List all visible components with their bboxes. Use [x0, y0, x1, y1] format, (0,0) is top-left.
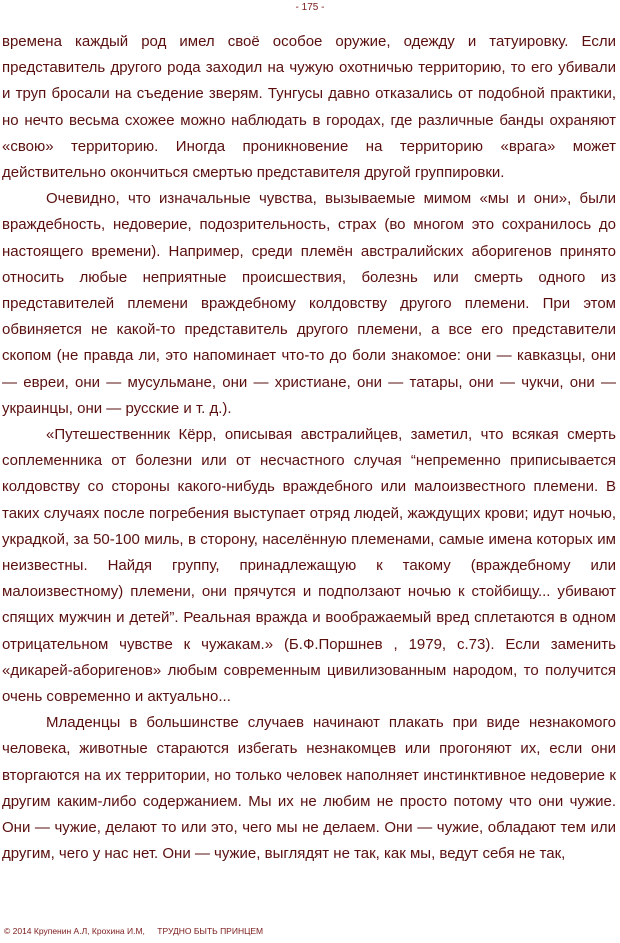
page-number: - 175 -: [295, 2, 325, 13]
paragraph: времена каждый род имел своё особое оружие, одежду и татуировку. Если представитель другого рода заходил на чужую охотничью территорию, то его убивали и труп бросали на съедение зверям. Тунгусы давно отказались от подобной практики, но нечто весьма схожее можно наблюдать в городах, где различные банды охраняют «свою» территорию. Иногда проникновение на территорию «врага» может действительно окончиться смертью представителя другой группировки.: [2, 33, 616, 182]
footer-copyright: © 2014 Крупенин А.Л, Крохина И.М,: [4, 926, 145, 936]
page-body: [2, 29, 616, 868]
paragraph: «Путешественник Кёрр, описывая австралийцев, заметил, что всякая смерть соплеменника от болезни или от несчастного случая “непременно приписывается колдовству со стороны какого-нибудь враждебного или малоизвестного племени. В таких случаях после погребения выступает отряд людей, жаждущих крови; идут ночью, украдкой, за 50-100 миль, в сторону, населённую племенами, самые имена которых им неизвестны. Найдя группу, принадлежащую к такому (враждебному или малоизвестному) племени, они прячутся и подползают ночью к стойбищу... убивают спящих мужчин и детей”. Реальная вражда и воображаемый вред сплетаются в одном отрицательном чувстве к чужакам.» (Б.Ф.Поршнев , 1979, с.73). Если заменить «дикарей-аборигенов» любым современным цивилизованным народом, то получится очень современно и актуально...: [2, 426, 616, 706]
footer-book-title: ТРУДНО БЫТЬ ПРИНЦЕМ: [157, 926, 264, 936]
paragraph: Младенцы в большинстве случаев начинают плакать при виде незнакомого человека, животные стараются избегать незнакомцев или прогоняют их, если они вторгаются на их территории, но только человек наполняет инстинктивное недоверие к другим каким-либо содержанием. Мы их не любим не просто потому что они чужие. Они — чужие, делают то или это, чего мы не делаем. Они — чужие, обладают тем или другим, чего у нас нет. Они — чужие, выглядят не так, как мы, ведут себя не так,: [2, 714, 616, 863]
paragraph: Очевидно, что изначальные чувства, вызываемые мимом «мы и они», были враждебность, недоверие, подозрительность, страх (во многом это сохранилось до настоящего времени). Например, среди племён австралийских аборигенов принято относить любые неприятные происшествия, болезнь или смерть одного из представителей племени враждебному колдовству другого племени. При этом обвиняется не какой-то представитель другого племени, а все его представители скопом (не правда ли, это напоминает что-то до боли знакомое: они — кавказцы, они — евреи, они — мусульмане, они — христиане, они — татары, они — чукчи, они — украинцы, они — русские и т. д.).: [2, 190, 616, 417]
page-footer: [4, 926, 263, 936]
